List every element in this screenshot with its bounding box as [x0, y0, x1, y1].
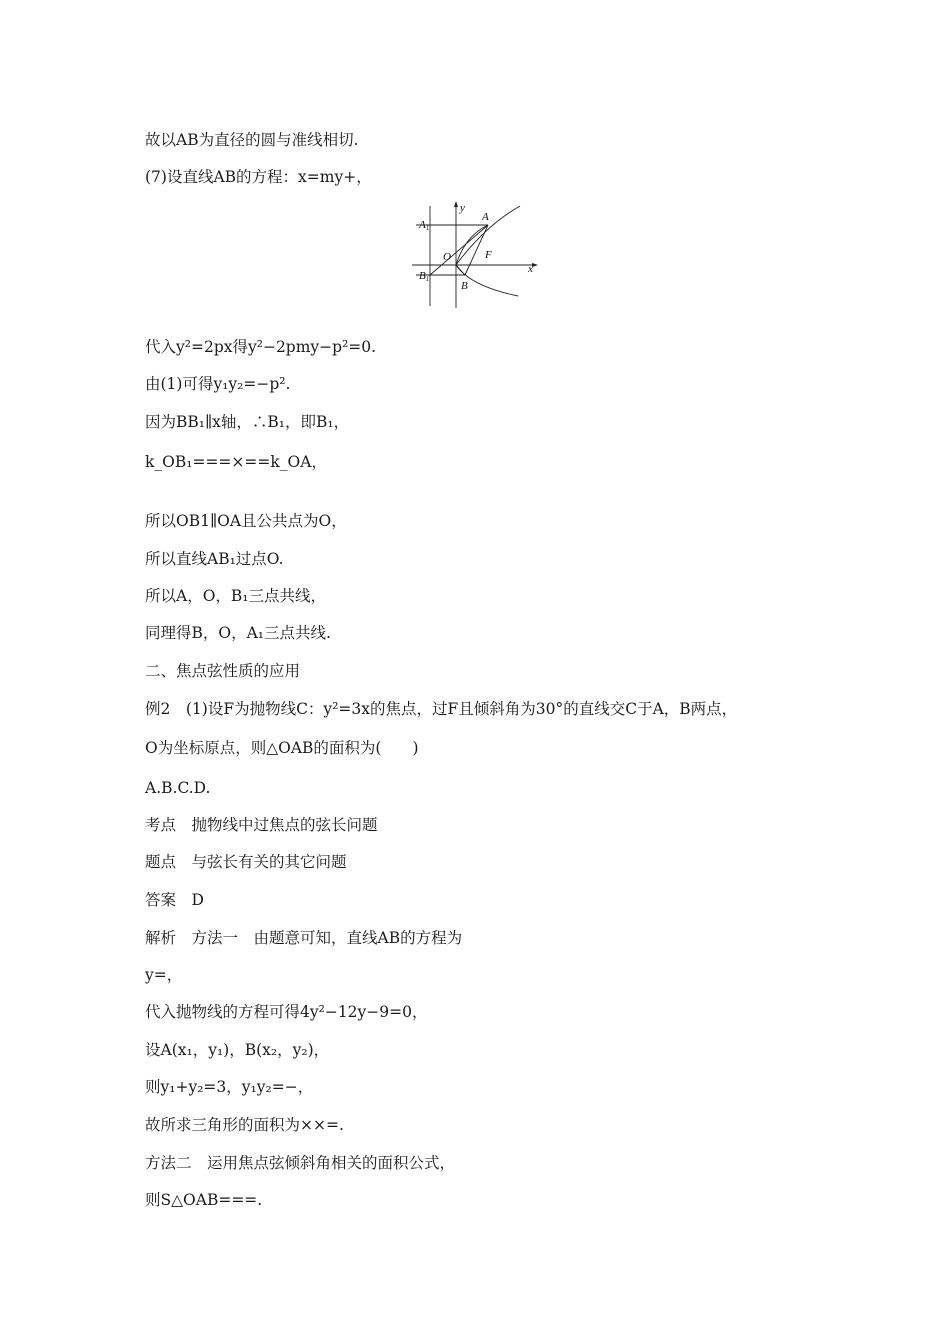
- answer-line: 答案 D: [145, 891, 204, 909]
- text-line: y=，: [145, 966, 183, 984]
- y-axis-label: y: [460, 202, 465, 214]
- answer-options: A.B.C.D.: [145, 779, 211, 797]
- text-line: (7)设直线AB的方程：x=my+，: [145, 168, 372, 186]
- x-axis-label: x: [528, 263, 533, 275]
- text-line: [145, 130, 359, 150]
- text-line: 解析 方法一 由题意可知，直线AB的方程为: [145, 929, 463, 947]
- point-a1-label: A1: [419, 219, 430, 232]
- text-line: 由(1)可得y₁y₂=−p².: [145, 375, 291, 393]
- text-line: 则S△OAB===.: [145, 1191, 263, 1209]
- text-line: 设A(x₁，y₁)，B(x₂，y₂)，: [145, 1041, 330, 1059]
- text-line: 例2 (1)设F为抛物线C：y²=3x的焦点，过F且倾斜角为30°的直线交C于A，B两点，: [145, 700, 738, 718]
- text-line: 代入抛物线的方程可得4y²−12y−9=0，: [145, 1003, 428, 1021]
- point-b-label: B: [461, 280, 468, 292]
- line-text: 故以AB为直径的圆与准线相切.: [145, 131, 359, 149]
- text-line: 所以OB1∥OA且公共点为O，: [145, 512, 347, 530]
- origin-label: O: [443, 251, 451, 263]
- section-heading: 二、焦点弦性质的应用: [145, 662, 301, 680]
- text-line: k_OB₁===×==k_OA，: [145, 453, 327, 471]
- text-line: 题点 与弦长有关的其它问题: [145, 853, 347, 871]
- text-line: O为坐标原点，则△OAB的面积为( ): [145, 739, 419, 757]
- text-line: 因为BB₁∥x轴，∴B₁，即B₁，: [145, 413, 350, 431]
- focus-label: F: [485, 249, 492, 261]
- text-line: 故所求三角形的面积为××=.: [145, 1116, 344, 1134]
- text-line: 则y₁+y₂=3，y₁y₂=−，: [145, 1078, 314, 1096]
- parabola-diagram: [410, 196, 544, 310]
- text-line: 所以A，O，B₁三点共线，: [145, 587, 327, 605]
- text-line: 考点 抛物线中过焦点的弦长问题: [145, 816, 378, 834]
- text-line: 同理得B，O，A₁三点共线.: [145, 624, 331, 642]
- point-b1-label: B1: [419, 270, 430, 283]
- text-line: 所以直线AB₁过点O.: [145, 550, 284, 568]
- point-a-label: A: [482, 211, 489, 223]
- text-line: 代入y²=2px得y²−2pmy−p²=0.: [145, 338, 377, 356]
- text-line: 方法二 运用焦点弦倾斜角相关的面积公式，: [145, 1154, 456, 1172]
